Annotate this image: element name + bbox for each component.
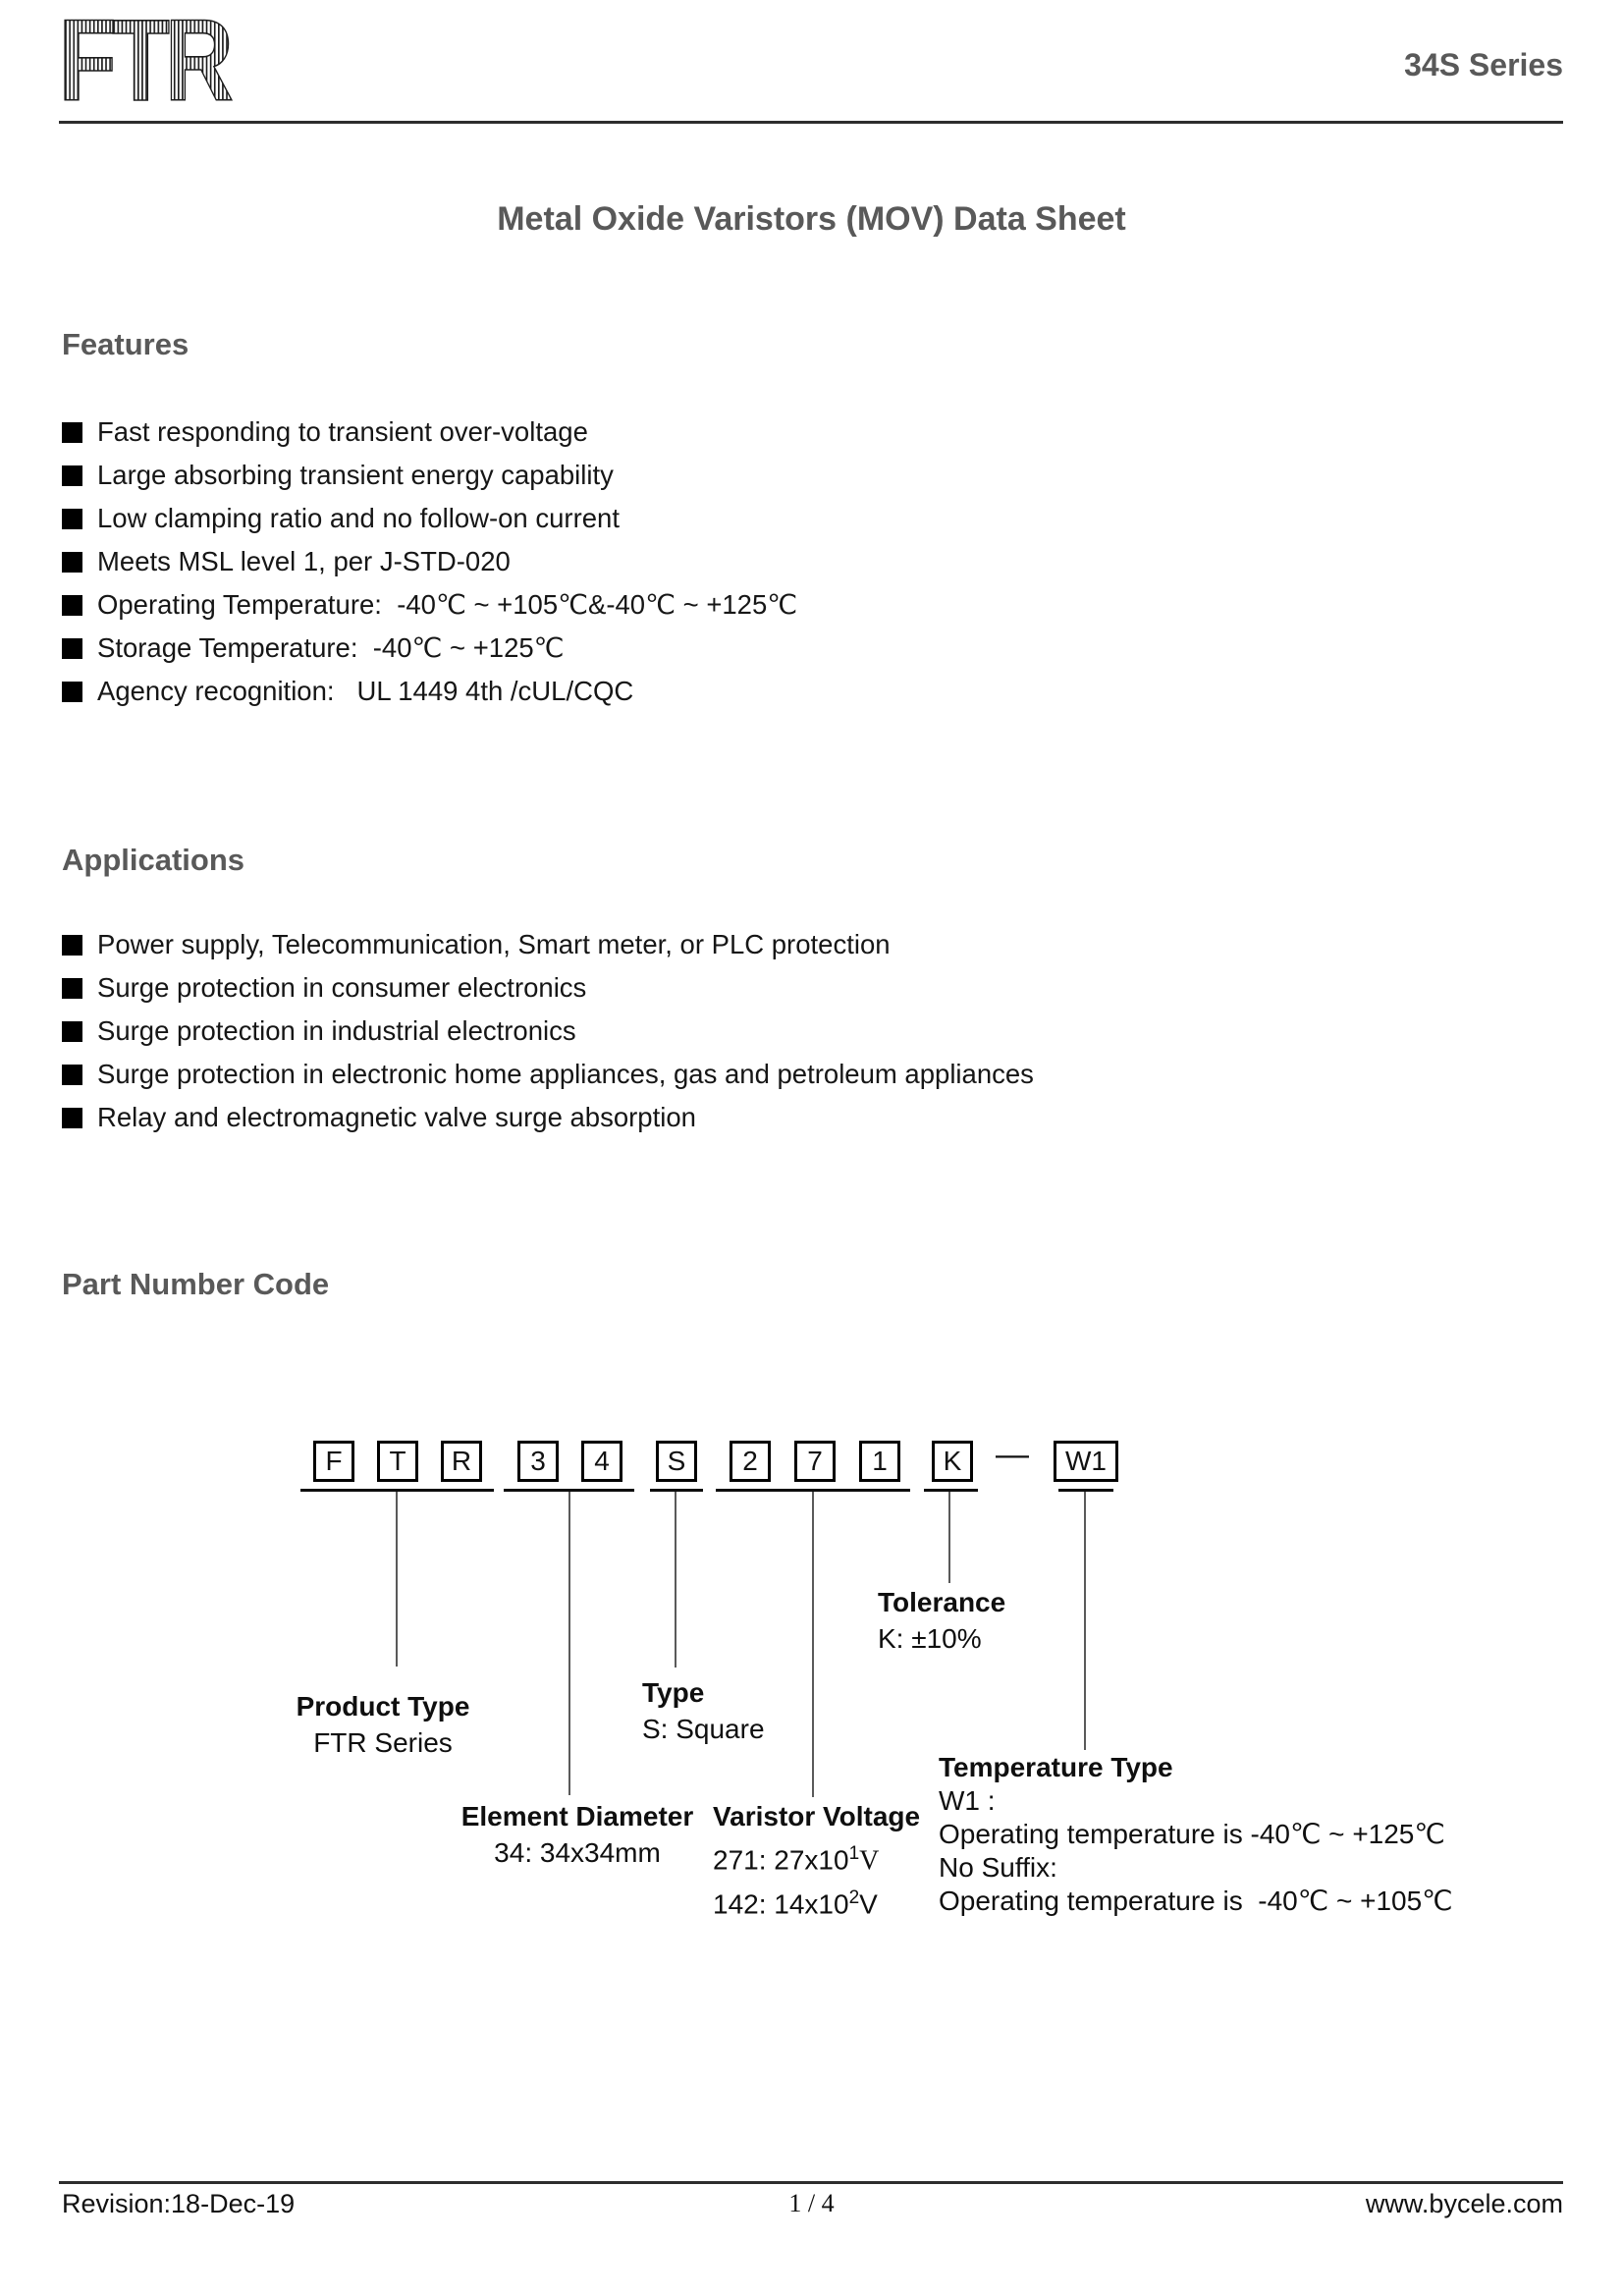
v1-unit: V bbox=[859, 1845, 880, 1877]
part-box-3: 3 bbox=[517, 1441, 559, 1482]
application-text: Power supply, Telecommunication, Smart meter, or PLC protection bbox=[97, 929, 891, 959]
type-label bbox=[642, 1674, 765, 1747]
application-text: Surge protection in industrial electronics bbox=[97, 1015, 576, 1046]
bullet-square-icon bbox=[62, 638, 82, 659]
part-box-r: R bbox=[441, 1441, 482, 1482]
application-text: Surge protection in electronic home appliances, gas and petroleum appliances bbox=[97, 1059, 1034, 1089]
feature-text: Storage Temperature: -40℃ ~ +125℃ bbox=[97, 632, 565, 663]
header-rule bbox=[59, 121, 1563, 124]
connector-varistor-voltage bbox=[812, 1492, 814, 1797]
temperature-type-title: Temperature Type bbox=[939, 1752, 1173, 1782]
application-text: Surge protection in consumer electronics bbox=[97, 972, 587, 1003]
bullet-square-icon bbox=[62, 1021, 82, 1042]
application-item bbox=[62, 1010, 1034, 1053]
feature-item bbox=[62, 454, 797, 497]
type-title: Type bbox=[642, 1677, 705, 1708]
bullet-square-icon bbox=[62, 935, 82, 956]
connector-element-diameter bbox=[568, 1492, 570, 1795]
features-heading: Features bbox=[62, 327, 189, 361]
feature-item bbox=[62, 670, 797, 713]
footer-page-number: 1 / 4 bbox=[788, 2189, 835, 2217]
connector-type bbox=[675, 1492, 676, 1667]
connector-tolerance bbox=[948, 1492, 950, 1583]
underline-type bbox=[650, 1489, 703, 1492]
features-list bbox=[62, 410, 797, 713]
tolerance-label bbox=[878, 1584, 1005, 1657]
element-diameter-label bbox=[450, 1798, 705, 1871]
feature-text: Fast responding to transient over-voltage bbox=[97, 416, 588, 447]
bullet-square-icon bbox=[62, 1065, 82, 1085]
part-number-heading: Part Number Code bbox=[62, 1267, 330, 1301]
temperature-type-label bbox=[939, 1751, 1453, 1918]
temperature-type-line2: Operating temperature is -40℃ ~ +125℃ bbox=[939, 1819, 1445, 1849]
underline-tolerance bbox=[924, 1489, 978, 1492]
connector-product-type bbox=[396, 1492, 398, 1667]
product-type-value: FTR Series bbox=[313, 1727, 453, 1758]
feature-text: Agency recognition: UL 1449 4th /cUL/CQC bbox=[97, 676, 634, 706]
bullet-square-icon bbox=[62, 552, 82, 573]
applications-heading: Applications bbox=[62, 843, 245, 877]
feature-text: Meets MSL level 1, per J-STD-020 bbox=[97, 546, 511, 576]
type-value: S: Square bbox=[642, 1714, 765, 1744]
element-diameter-title: Element Diameter bbox=[460, 1801, 694, 1831]
element-diameter-value: 34: 34x34mm bbox=[494, 1837, 661, 1868]
feature-text: Operating Temperature: -40℃ ~ +105℃&-40℃ ~ +125℃ bbox=[97, 589, 798, 620]
v2-exponent: 2 bbox=[848, 1887, 860, 1909]
feature-text: Large absorbing transient energy capability bbox=[97, 460, 614, 490]
feature-text: Low clamping ratio and no follow-on current bbox=[97, 503, 620, 533]
v2-unit: V bbox=[859, 1888, 878, 1920]
varistor-voltage-value-1 bbox=[713, 1835, 920, 1880]
connector-temperature-type bbox=[1084, 1492, 1086, 1750]
temperature-type-line1: W1 : bbox=[939, 1785, 996, 1816]
bullet-square-icon bbox=[62, 682, 82, 702]
temperature-type-line4: Operating temperature is -40℃ ~ +105℃ bbox=[939, 1886, 1453, 1916]
temperature-type-line3: No Suffix: bbox=[939, 1852, 1057, 1883]
logo-text: FTR bbox=[58, 4, 229, 117]
product-type-title: Product Type bbox=[296, 1691, 470, 1722]
application-text: Relay and electromagnetic valve surge absorption bbox=[97, 1102, 696, 1132]
application-item bbox=[62, 1053, 1034, 1096]
part-box-t: T bbox=[377, 1441, 418, 1482]
feature-item bbox=[62, 497, 797, 540]
application-item bbox=[62, 966, 1034, 1010]
part-box-k: K bbox=[932, 1441, 973, 1482]
series-label: 34S Series bbox=[1404, 47, 1563, 82]
underline-temperature-type bbox=[1058, 1489, 1113, 1492]
footer-revision: Revision:18-Dec-19 bbox=[62, 2189, 296, 2218]
v2-base: 142: 14x10 bbox=[713, 1888, 849, 1920]
varistor-voltage-label bbox=[713, 1798, 920, 1924]
dash-separator: — bbox=[996, 1436, 1029, 1473]
footer-rule bbox=[59, 2181, 1563, 2184]
bullet-square-icon bbox=[62, 422, 82, 443]
bullet-square-icon bbox=[62, 465, 82, 486]
application-item bbox=[62, 1096, 1034, 1139]
bullet-square-icon bbox=[62, 509, 82, 529]
part-box-w1: W1 bbox=[1054, 1441, 1118, 1482]
product-type-label bbox=[278, 1688, 488, 1761]
applications-list bbox=[62, 923, 1034, 1139]
page-title: Metal Oxide Varistors (MOV) Data Sheet bbox=[497, 200, 1126, 238]
part-box-7: 7 bbox=[794, 1441, 836, 1482]
ftr-logo bbox=[57, 4, 258, 117]
application-item bbox=[62, 923, 1034, 966]
bullet-square-icon bbox=[62, 978, 82, 999]
v1-exponent: 1 bbox=[848, 1843, 860, 1864]
feature-item bbox=[62, 410, 797, 454]
footer-website: www.bycele.com bbox=[1365, 2189, 1563, 2218]
bullet-square-icon bbox=[62, 1108, 82, 1128]
part-box-2: 2 bbox=[730, 1441, 771, 1482]
feature-item bbox=[62, 627, 797, 670]
v1-base: 271: 27x10 bbox=[713, 1844, 849, 1876]
tolerance-title: Tolerance bbox=[878, 1587, 1006, 1617]
varistor-voltage-value-2 bbox=[713, 1880, 920, 1923]
part-box-s: S bbox=[656, 1441, 697, 1482]
feature-item bbox=[62, 540, 797, 583]
part-box-4: 4 bbox=[581, 1441, 622, 1482]
bullet-square-icon bbox=[62, 595, 82, 616]
feature-item bbox=[62, 583, 797, 627]
part-box-1: 1 bbox=[859, 1441, 900, 1482]
varistor-voltage-title: Varistor Voltage bbox=[713, 1801, 921, 1831]
part-box-f: F bbox=[313, 1441, 354, 1482]
tolerance-value: K: ±10% bbox=[878, 1623, 982, 1654]
